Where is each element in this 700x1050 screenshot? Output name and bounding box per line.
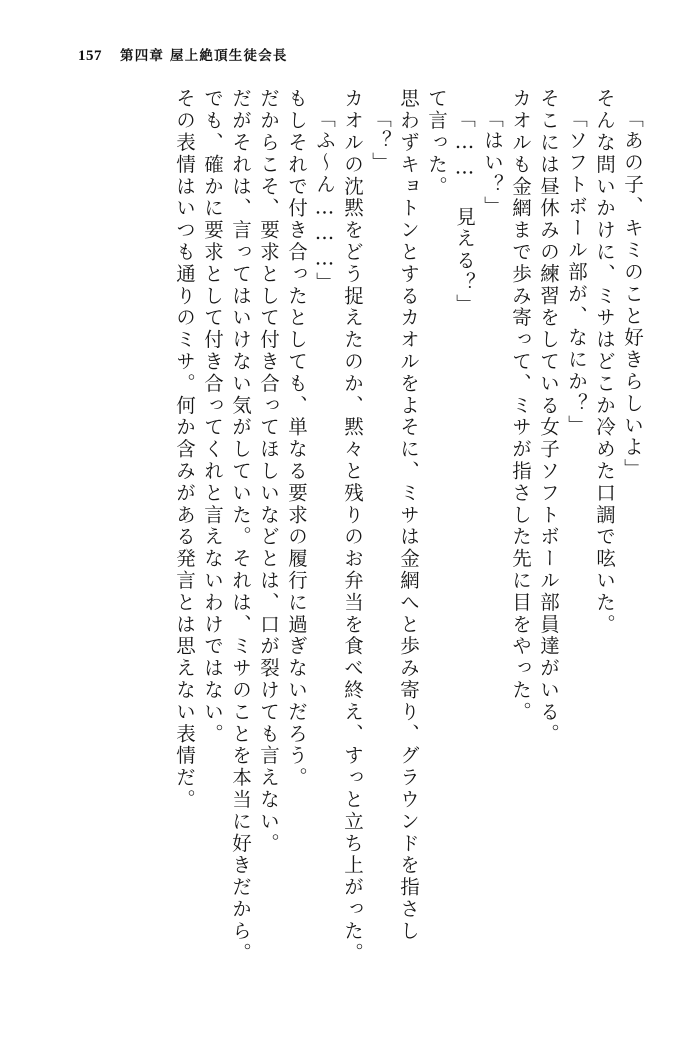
page-number: 157 <box>78 48 102 64</box>
text-column: カオルの沈黙をどう捉えたのか、黙々と残りのお弁当を食べ終え、すっと立ち上がった。 <box>341 88 364 964</box>
text-column: そこには昼休みの練習をしている女子ソフトボール部員達がいる。 <box>537 88 560 745</box>
text-column: 「あの子、キミのこと好きらしいよ」 <box>621 108 644 481</box>
text-column: でも、確かに要求として付き合ってくれと言えないわけではない。 <box>201 88 224 745</box>
text-column: その表情はいつも通りのミサ。何か含みがある発言とは思えない表情だ。 <box>173 88 196 811</box>
body-text <box>166 88 642 988</box>
text-column: 「はい？」 <box>481 108 504 218</box>
text-column: そんな問いかけに、ミサはどこか冷めた口調で呟いた。 <box>593 88 616 636</box>
text-column: 「ソフトボール部が、なにか？」 <box>565 108 588 437</box>
text-column: 「ふ～ん………」 <box>313 108 336 294</box>
running-head <box>78 44 288 65</box>
text-column: 「？」 <box>369 108 392 174</box>
chapter-title: 第四章 屋上絶頂生徒会長 <box>120 48 288 64</box>
text-column: だからこそ、要求として付き合ってほしいなどとは、口が裂けても言えない。 <box>257 88 280 855</box>
text-column: て言った。 <box>425 88 448 198</box>
text-column: 思わずキョトンとするカオルをよそに、ミサは金網へと歩み寄り、グラウンドを指さし <box>397 88 420 943</box>
text-column: もしそれで付き合ったとしても、単なる要求の履行に過ぎないだろう。 <box>285 88 308 789</box>
text-column: 「…… 見える？」 <box>453 108 476 316</box>
text-column: カオルも金網まで歩み寄って、ミサが指さした先に目をやった。 <box>509 88 532 724</box>
text-column: だがそれは、言ってはいけない気がしていた。それは、ミサのことを本当に好きだから。 <box>229 88 252 964</box>
